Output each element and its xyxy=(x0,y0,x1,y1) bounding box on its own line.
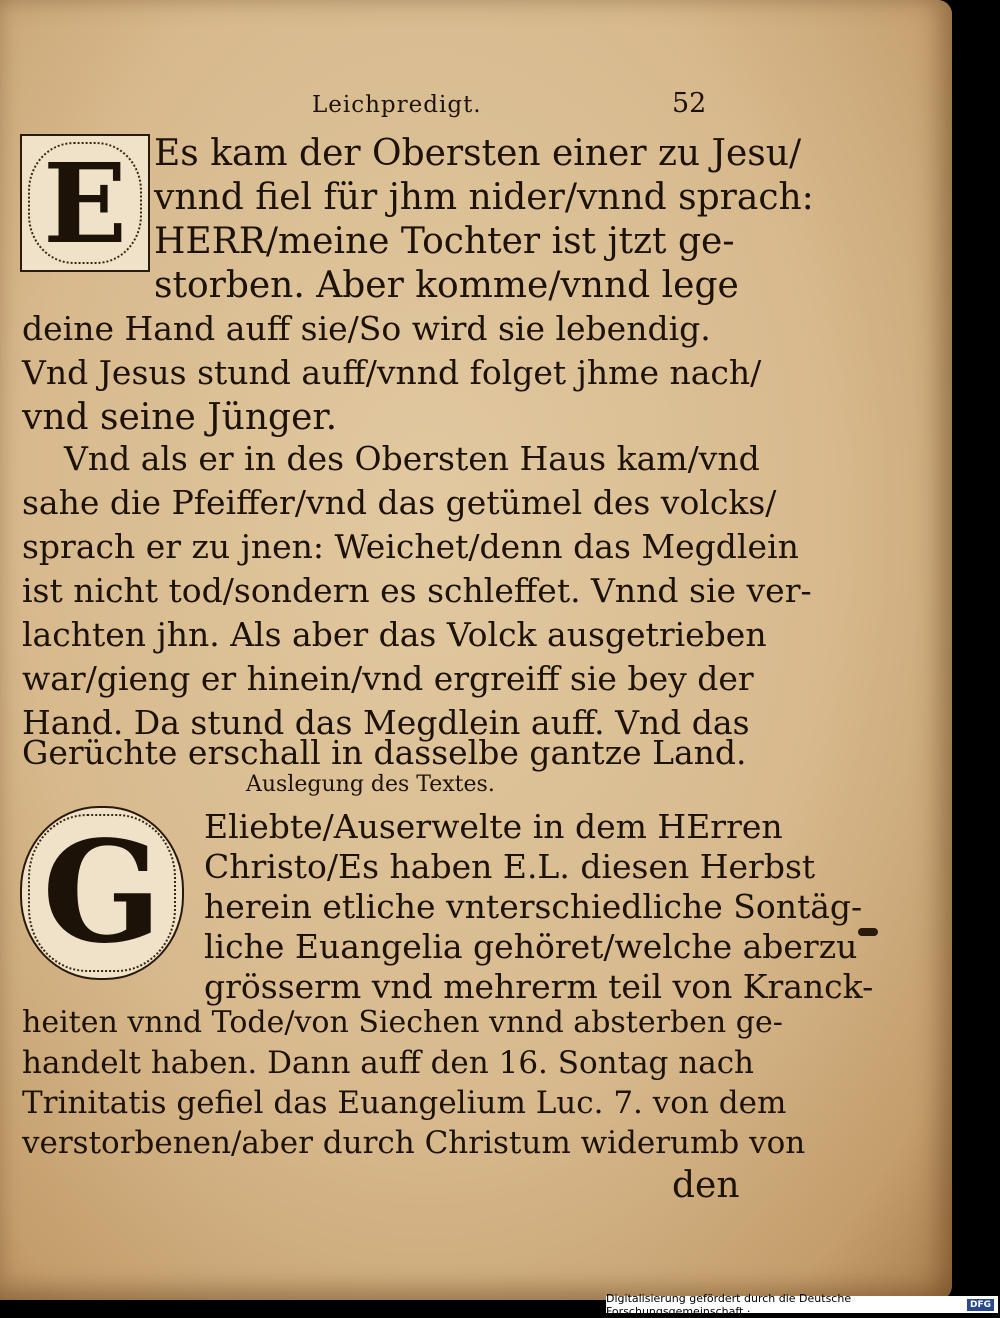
catchword: den xyxy=(672,1165,740,1206)
text-line: Hand. Da stund das Megdlein auff. Vnd das xyxy=(22,703,750,742)
text-line: handelt haben. Dann auff den 16. Sontag nach xyxy=(22,1045,755,1081)
footer-text: Digitalisierung gefördert durch die Deutsche Forschungsgemeinschaft · xyxy=(606,1291,852,1318)
dfg-footer xyxy=(606,1291,998,1318)
initial-ornament xyxy=(28,142,142,264)
page-number: 52 xyxy=(672,88,707,119)
initial-ornament xyxy=(28,814,176,972)
text-line: herein etliche vnterschiedliche Sontäg- xyxy=(204,887,863,926)
text-line: Gerüchte erschall in dasselbe gantze Land. xyxy=(22,733,747,772)
ink-speck xyxy=(858,928,878,936)
text-line: liche Euangelia gehöret/welche aberzu xyxy=(204,927,858,966)
text-line: sahe die Pfeiffer/vnd das getümel des volcks/ xyxy=(22,483,777,522)
text-line: HERR/meine Tochter ist jtzt ge- xyxy=(154,221,735,262)
text-line: deine Hand auff sie/So wird sie lebendig. xyxy=(22,309,711,348)
decorated-initial-e xyxy=(20,134,150,272)
text-line: Es kam der Obersten einer zu Jesu/ xyxy=(154,133,802,174)
text-line: storben. Aber komme/vnnd lege xyxy=(154,265,739,306)
text-line: Trinitatis gefiel das Euangelium Luc. 7. von dem xyxy=(22,1085,787,1121)
text-line: lachten jhn. Als aber das Volck ausgetrieben xyxy=(22,615,767,654)
decorated-initial-g xyxy=(20,806,184,980)
text-line: Eliebte/Auserwelte in dem HErren xyxy=(204,807,783,846)
text-line: Vnd Jesus stund auff/vnnd folget jhme nach/ xyxy=(22,353,762,392)
initial-letter: G xyxy=(42,811,162,975)
text-line: sprach er zu jnen: Weichet/denn das Megdlein xyxy=(22,527,799,566)
text-line: vnd seine Jünger. xyxy=(22,397,338,438)
initial-letter: E xyxy=(43,138,127,268)
text-line: Christo/Es haben E.L. diesen Herbst xyxy=(204,847,816,886)
dfg-logo-badge: DFG xyxy=(967,1299,994,1311)
section-heading: Auslegung des Textes. xyxy=(246,772,495,797)
text-line: verstorbenen/aber durch Christum widerumb von xyxy=(22,1125,806,1161)
text-line: war/gieng er hinein/vnd ergreiff sie bey der xyxy=(22,659,754,698)
running-head: Leichpredigt. xyxy=(312,92,482,118)
text-line: vnnd fiel für jhm nider/vnnd sprach: xyxy=(154,177,814,218)
text-line: Vnd als er in des Obersten Haus kam/vnd xyxy=(64,439,760,478)
text-line: heiten vnnd Tode/von Siechen vnnd absterben ge- xyxy=(22,1005,783,1040)
text-line: ist nicht tod/sondern es schleffet. Vnnd sie ver- xyxy=(22,571,812,610)
text-line: grösserm vnd mehrerm teil von Kranck- xyxy=(204,967,874,1006)
